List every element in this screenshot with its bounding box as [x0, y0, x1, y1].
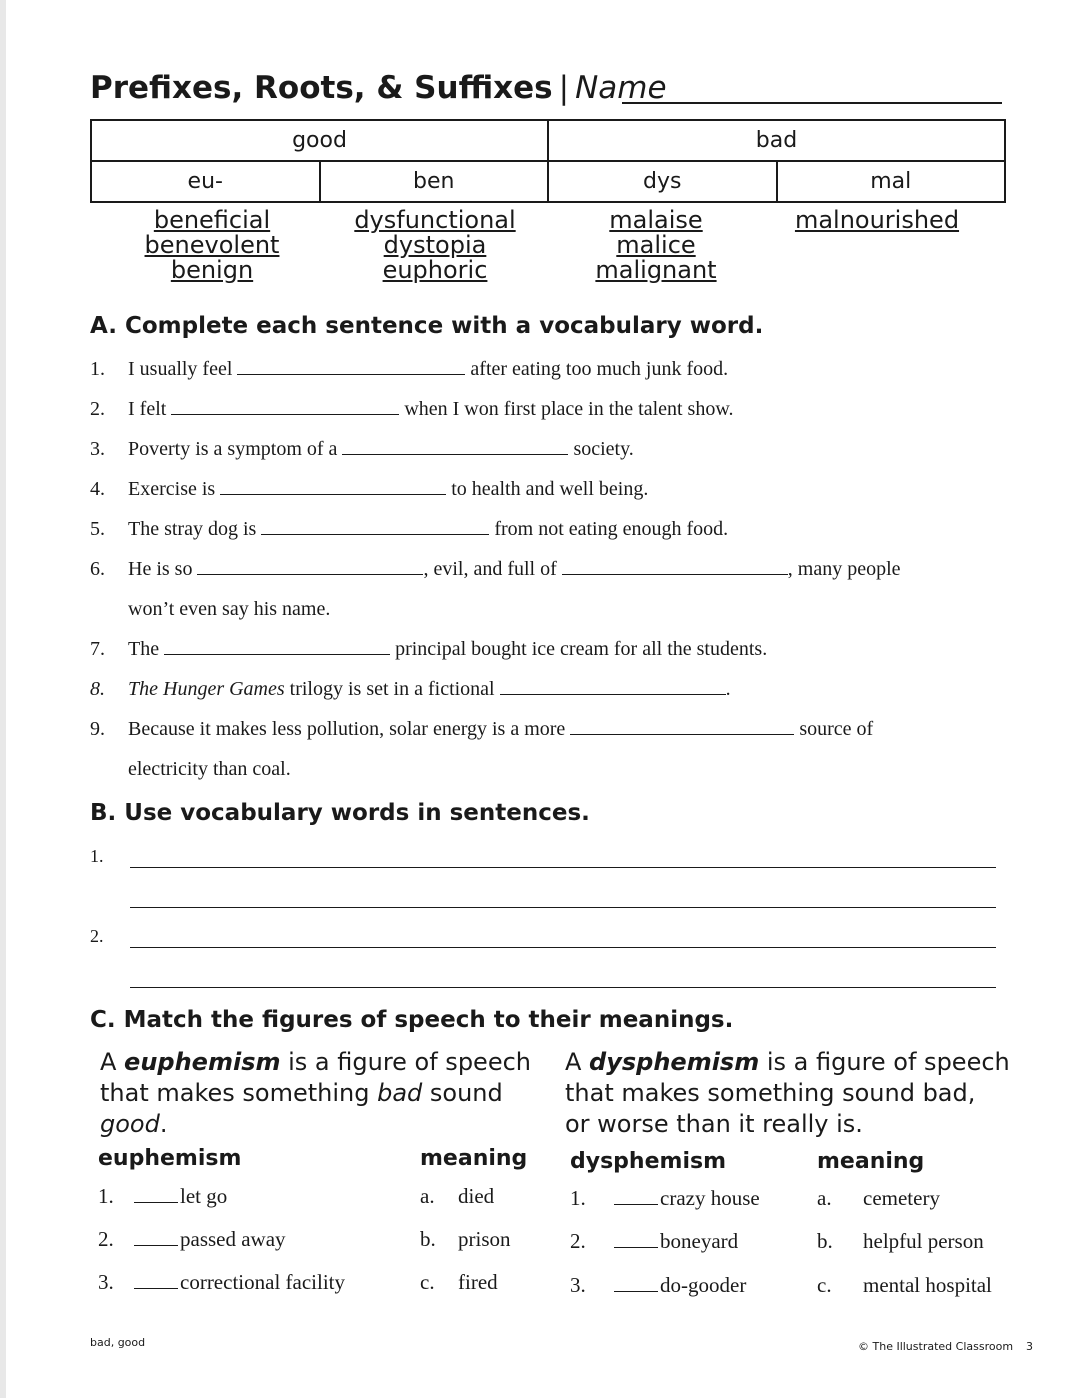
dysphemism-row-3: 3. do-gooder [570, 1273, 747, 1297]
euphemism-meaning-b: b. prison [420, 1227, 511, 1251]
sentence-number-2: 2. [90, 926, 104, 946]
question-a8: 8. The Hunger Games trilogy is set in a fictional . [90, 678, 731, 700]
word-bank-word: malaise [609, 206, 703, 234]
match-blank[interactable] [134, 1287, 178, 1289]
dysphemism-meaning-header: meaning [817, 1149, 925, 1174]
question-a4: 4. Exercise is to health and well being. [90, 478, 649, 500]
word-bank-col-4 [782, 208, 972, 233]
footer-tags: bad, good [90, 1336, 146, 1349]
question-a7: 7. The principal bought ice cream for all the students. [90, 638, 768, 660]
title-divider: | [558, 70, 570, 106]
answer-blank[interactable] [570, 733, 794, 735]
root-ben: ben [320, 161, 549, 202]
writing-line[interactable] [130, 946, 996, 948]
writing-line[interactable] [130, 986, 996, 988]
match-blank[interactable] [134, 1244, 178, 1246]
name-label: Name [575, 70, 667, 106]
euphemism-meaning-a: a. died [420, 1184, 495, 1208]
question-a2: 2. I felt when I won first place in the talent show. [90, 398, 734, 420]
section-b-heading: B. Use vocabulary words in sentences. [90, 800, 590, 826]
answer-blank[interactable] [164, 653, 390, 655]
writing-line[interactable] [130, 906, 996, 908]
question-a3: 3. Poverty is a symptom of a society. [90, 438, 634, 460]
word-bank-word: malnourished [794, 206, 960, 234]
question-a6-continued: won’t even say his name. [128, 598, 331, 620]
word-bank-word: euphoric [382, 256, 488, 284]
root-mal: mal [777, 161, 1006, 202]
euphemism-row-1: 1. let go [98, 1184, 228, 1208]
word-bank-word: beneficial [153, 206, 271, 234]
page-edge [0, 0, 6, 1398]
word-bank-word: benign [170, 256, 254, 284]
euphemism-column-header: euphemism [98, 1146, 242, 1171]
meaning-bad: bad [548, 120, 1005, 161]
question-a9-continued: electricity than coal. [128, 758, 291, 780]
match-blank[interactable] [614, 1290, 658, 1292]
roots-table [90, 119, 1006, 203]
dysphemism-definition: A dysphemism is a figure of speech that makes something sound bad, or worse than it really is. [565, 1048, 1010, 1138]
title-text: Prefixes, Roots, & Suffixes [90, 70, 553, 106]
answer-blank[interactable] [237, 373, 465, 375]
dysphemism-column-header: dysphemism [570, 1149, 726, 1174]
answer-blank[interactable] [220, 493, 446, 495]
meaning-good: good [91, 120, 548, 161]
euphemism-row-3: 3. correctional facility [98, 1270, 345, 1294]
euphemism-row-2: 2. passed away [98, 1227, 286, 1251]
answer-blank[interactable] [500, 693, 726, 695]
writing-line[interactable] [130, 866, 996, 868]
dysphemism-row-1: 1. crazy house [570, 1186, 760, 1210]
match-blank[interactable] [614, 1246, 658, 1248]
answer-blank[interactable] [261, 533, 489, 535]
word-bank-word: malice [616, 231, 696, 259]
section-c-heading: C. Match the figures of speech to their meanings. [90, 1007, 734, 1033]
dysphemism-meaning-b: b. helpful person [817, 1229, 984, 1253]
question-a6: 6. He is so , evil, and full of , many people [90, 558, 901, 580]
answer-blank[interactable] [562, 573, 788, 575]
answer-blank[interactable] [197, 573, 423, 575]
word-bank-word: benevolent [144, 231, 280, 259]
page-title [90, 70, 667, 106]
dysphemism-row-2: 2. boneyard [570, 1229, 739, 1253]
dysphemism-meaning-a: a. cemetery [817, 1186, 940, 1210]
word-bank-word: malignant [595, 256, 717, 284]
match-blank[interactable] [614, 1203, 658, 1205]
euphemism-definition: A euphemism is a figure of speech that makes something bad sound good. [100, 1048, 531, 1138]
word-bank-word: dysfunctional [354, 206, 516, 234]
question-a9: 9. Because it makes less pollution, solar energy is a more source of [90, 718, 874, 740]
page-number: 3 [1026, 1340, 1033, 1353]
answer-blank[interactable] [171, 413, 399, 415]
name-field-line[interactable] [622, 102, 1002, 104]
root-eu: eu- [91, 161, 320, 202]
footer-credit: © The Illustrated Classroom [858, 1340, 1014, 1353]
word-bank-col-3 [566, 208, 746, 283]
answer-blank[interactable] [342, 453, 568, 455]
question-a1: 1. I usually feel after eating too much junk food. [90, 358, 729, 380]
dysphemism-meaning-c: c. mental hospital [817, 1273, 992, 1297]
word-bank-col-2 [330, 208, 540, 283]
question-a5: 5. The stray dog is from not eating enough food. [90, 518, 729, 540]
sentence-number-1: 1. [90, 846, 104, 866]
euphemism-meaning-header: meaning [420, 1146, 528, 1171]
root-dys: dys [548, 161, 777, 202]
word-bank-col-1 [112, 208, 312, 283]
word-bank-word: dystopia [383, 231, 487, 259]
section-a-heading: A. Complete each sentence with a vocabulary word. [90, 313, 764, 339]
euphemism-meaning-c: c. fired [420, 1270, 498, 1294]
match-blank[interactable] [134, 1201, 178, 1203]
